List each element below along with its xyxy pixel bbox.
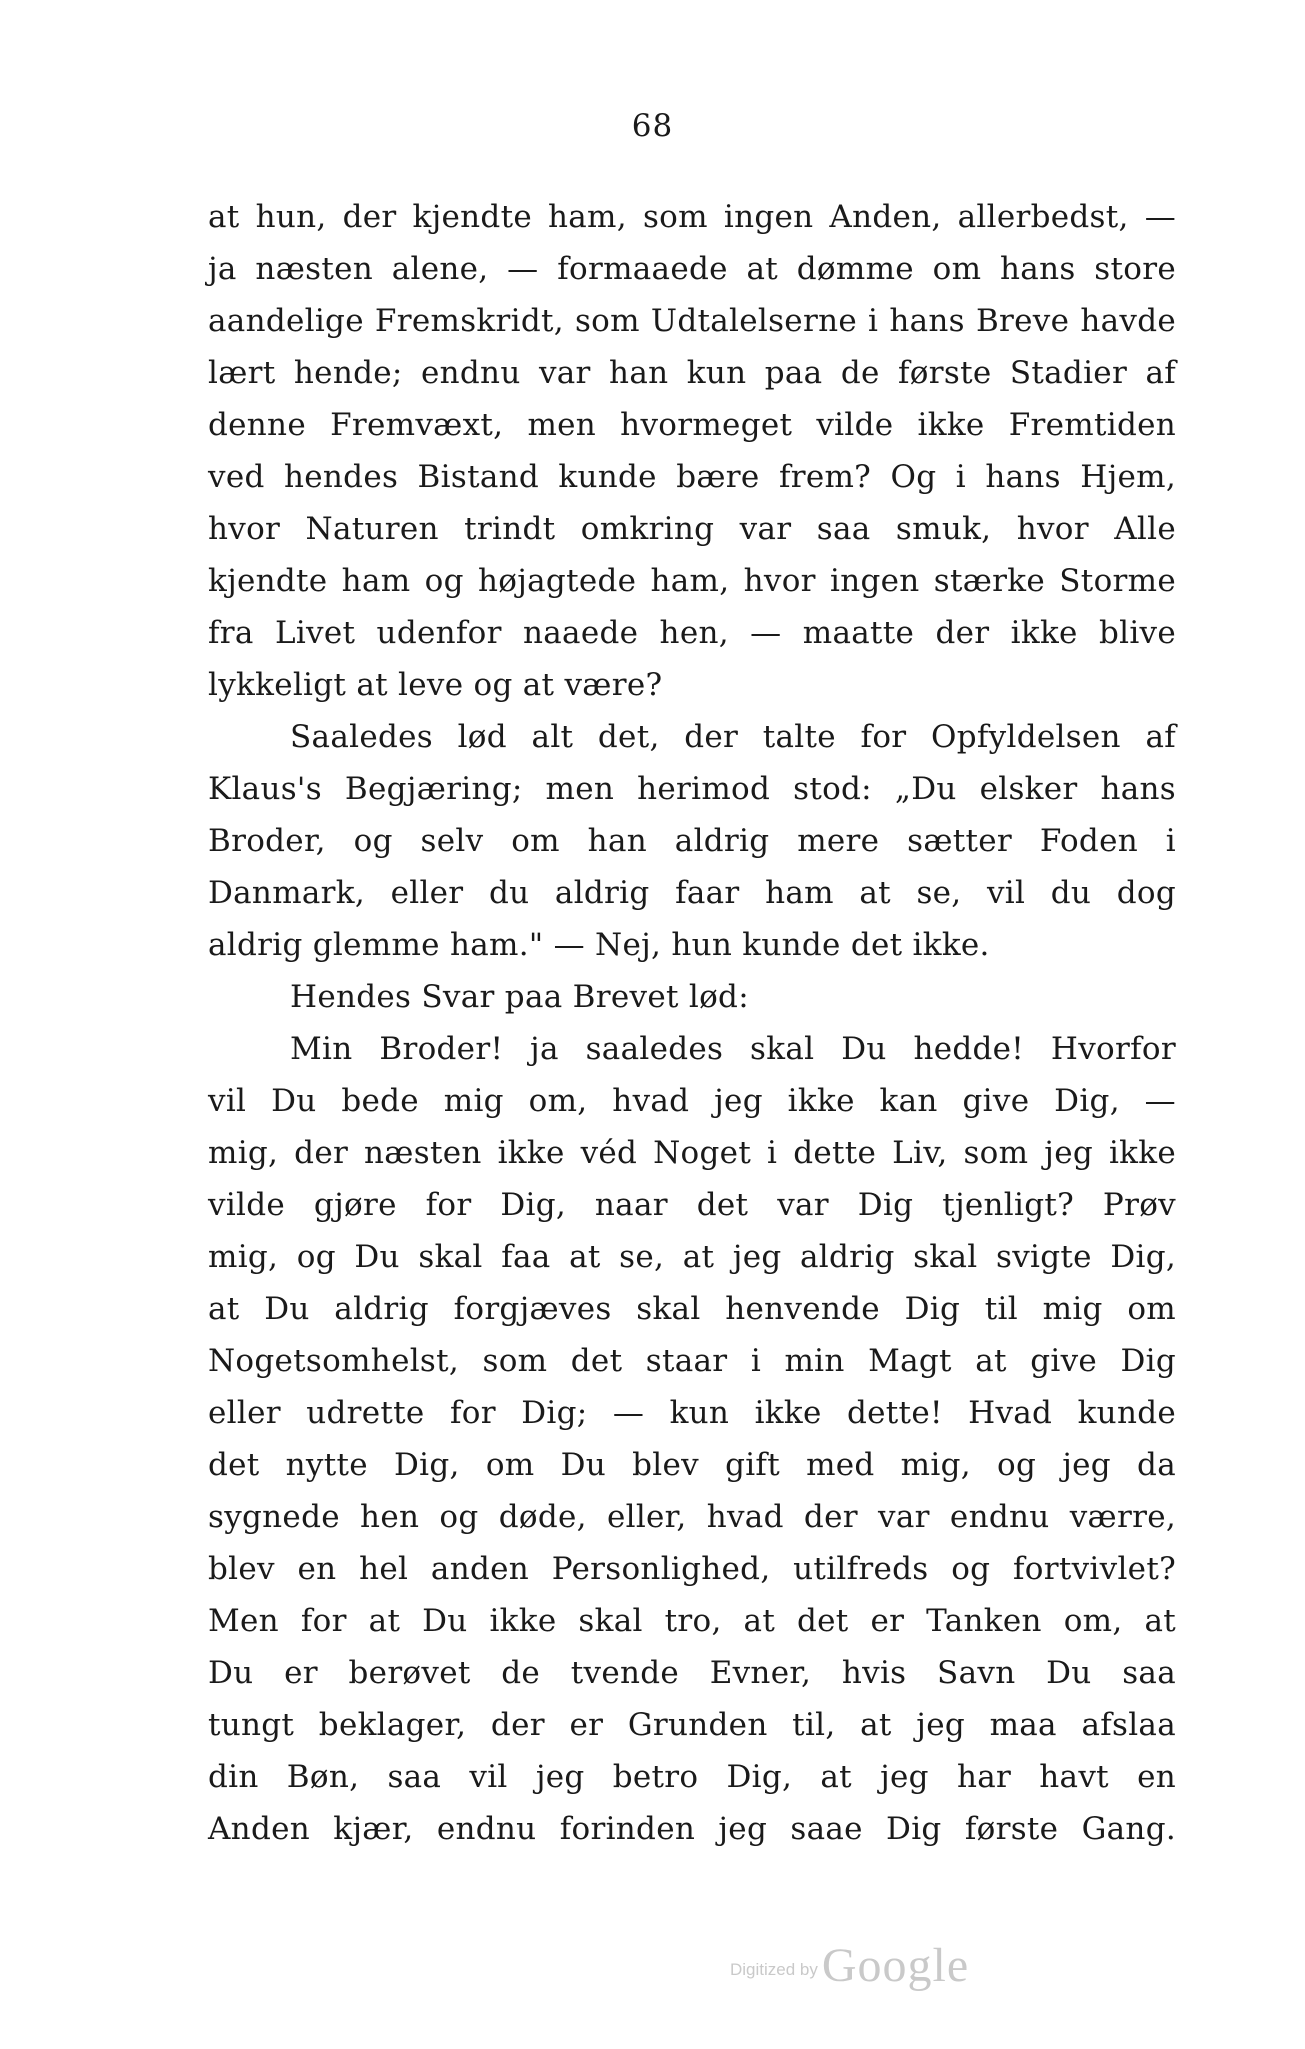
- text-line: kjendte ham og højagtede ham, hvor ingen stærke Storme: [208, 563, 1176, 599]
- google-logo: Google: [821, 1939, 970, 1992]
- paragraph: [208, 191, 1176, 711]
- page-number: 68: [631, 108, 674, 144]
- text-line: det nytte Dig, om Du blev gift med mig, og jeg da: [208, 1447, 1176, 1483]
- text-line: Broder, og selv om han aldrig mere sætter Foden i: [208, 823, 1176, 859]
- text-line: Nogetsomhelst, som det staar i min Magt at give Dig: [208, 1343, 1176, 1379]
- text-line: at hun, der kjendte ham, som ingen Anden, allerbedst, —: [208, 199, 1176, 235]
- text-line: ved hendes Bistand kunde bære frem? Og i hans Hjem,: [208, 459, 1176, 495]
- text-line: Men for at Du ikke skal tro, at det er Tanken om, at: [208, 1603, 1176, 1639]
- text-line: ja næsten alene, — formaaede at dømme om hans store: [208, 251, 1176, 287]
- paragraph: [208, 711, 1176, 971]
- text-line: Klaus's Begjæring; men herimod stod: „Du elsker hans: [208, 771, 1176, 807]
- text-line: tungt beklager, der er Grunden til, at jeg maa afslaa: [208, 1707, 1176, 1743]
- text-line: aandelige Fremskridt, som Udtalelserne i hans Breve havde: [208, 303, 1176, 339]
- text-line: Hendes Svar paa Brevet lød:: [290, 979, 749, 1015]
- body-text: [208, 191, 1176, 1855]
- text-line: blev en hel anden Personlighed, utilfreds og fortvivlet?: [208, 1551, 1176, 1587]
- paragraph: [208, 971, 1176, 1023]
- watermark-prefix: Digitized by: [730, 1960, 818, 1979]
- text-line: vil Du bede mig om, hvad jeg ikke kan give Dig, —: [208, 1083, 1176, 1119]
- text-line: sygnede hen og døde, eller, hvad der var endnu værre,: [208, 1499, 1176, 1535]
- text-line: lykkeligt at leve og at være?: [208, 667, 663, 703]
- text-line: denne Fremvæxt, men hvormeget vilde ikke Fremtiden: [208, 407, 1176, 443]
- text-line: Du er berøvet de tvende Evner, hvis Savn Du saa: [208, 1655, 1176, 1691]
- text-line: fra Livet udenfor naaede hen, — maatte der ikke blive: [208, 615, 1176, 651]
- text-line: eller udrette for Dig; — kun ikke dette! Hvad kunde: [208, 1395, 1176, 1431]
- text-line: hvor Naturen trindt omkring var saa smuk, hvor Alle: [208, 511, 1176, 547]
- text-line: Danmark, eller du aldrig faar ham at se, vil du dog: [208, 875, 1176, 911]
- text-line: mig, der næsten ikke véd Noget i dette Liv, som jeg ikke: [208, 1135, 1176, 1171]
- text-line: Saaledes lød alt det, der talte for Opfyldelsen af: [290, 719, 1176, 755]
- text-line: vilde gjøre for Dig, naar det var Dig tjenligt? Prøv: [208, 1187, 1176, 1223]
- paragraph: [208, 1023, 1176, 1855]
- text-line: aldrig glemme ham." — Nej, hun kunde det ikke.: [208, 927, 990, 963]
- text-line: lært hende; endnu var han kun paa de første Stadier af: [208, 355, 1176, 391]
- digitized-by-google-watermark: [730, 1938, 969, 1993]
- text-line: Anden kjær, endnu forinden jeg saae Dig første Gang.: [208, 1811, 1176, 1847]
- text-line: at Du aldrig forgjæves skal henvende Dig til mig om: [208, 1291, 1176, 1327]
- text-line: mig, og Du skal faa at se, at jeg aldrig skal svigte Dig,: [208, 1239, 1176, 1275]
- text-line: din Bøn, saa vil jeg betro Dig, at jeg har havt en: [208, 1759, 1176, 1795]
- text-line: Min Broder! ja saaledes skal Du hedde! Hvorfor: [290, 1031, 1176, 1067]
